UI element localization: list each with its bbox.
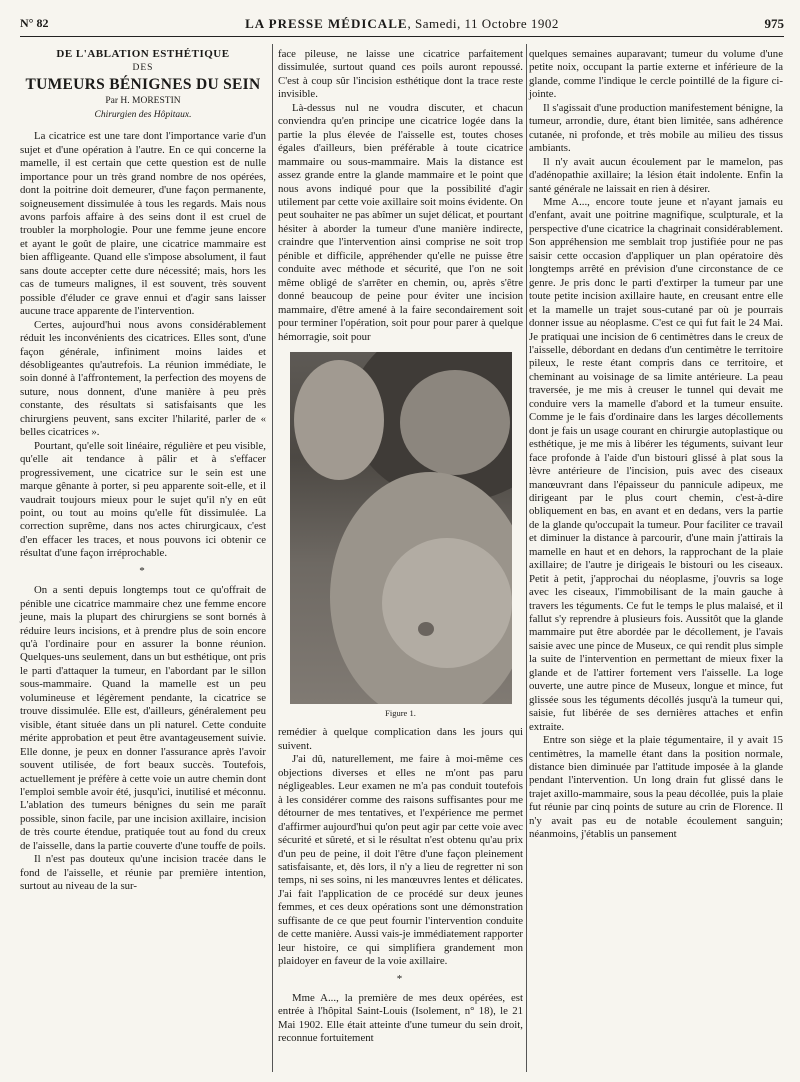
paragraph: Mme A..., la première de mes deux opérées, est entrée à l'hôpital Saint-Louis (Isolement, n° 18), le 21 Mai 1902. Elle était atteinte d'une tumeur du sein droit, reconnue fortuitement [278,992,523,1045]
author-role: Chirurgien des Hôpitaux. [94,109,192,120]
journal-title-line [20,16,784,32]
column-3 [529,48,783,842]
paragraph: Entre son siège et la plaie tégumentaire, il y avait 15 centimètres, la mamelle étant dans la position normale, distance bien diminuée par l'attitude imposée à la glande pendant l'intervention. Un long drain fut glissé dans le trajet axillo-mammaire, sous la peau décollée, puis la plaie fut réunie par cinq points de suture au crin de Florence. Il n'y avait pas eu de notable écoulement sanguin; néanmoins, j'établis un pansement [529,734,783,841]
figure-1-photo [290,352,512,704]
paragraph: Mme A..., encore toute jeune et n'ayant jamais eu d'enfant, avait une poitrine magnifique, sculpturale, et la perspective d'une cicatrice la chagrinait considérablement. Son appréhension me semblait trop justifiée pour ne pas saisir cette occasion d'appliquer un plan opératoire dès longtemps arrêté en prévision d'une circonstance de ce genre. Je pris donc le parti d'extirper la tumeur par une toute petite incision axillaire haute, en creusant entre elle et la mamelle un trajet sous-cutané par où je pourrais donner issue au néoplasme. C'est ce qui fut fait le 24 Mai. Je pratiquai une incision de 6 centimètres dans le creux de l'aisselle, débordant en dedans d'un centimètre le territoire pileux, le reste étant compris dans ce territoire, et cheminant au voisinage de sa limite antérieure. La peau traversée, je me mis à creuser le tunnel qui devait me conduire vers la mamelle d'abord et la tumeur ensuite. Comme je le fais d'ordinaire dans les larges décollements dont je fais un usage courant en chirurgie autoplastique ou esthétique, je me mis à libérer les téguments, suivant leur face profonde à l'aide d'un bistouri glissé à plat sous la lèvre antérieure de l'incision, puis avec des ciseaux manœuvrant dans l'épaisseur du pannicule adipeux, me dirigeant par le plus court chemin, c'est-à-dire obliquement en bas, en avant et en dedans, vers la partie de la glande qu'occupait la tumeur. Pour faciliter ce travail et diminuer la distance à parcourir, d'une main j'attirais la mamelle en haut et en dehors, la rapprochant de la plaie axillaire; de l'autre je dirigeais le bistouri ou les ciseaux. Petit à petit, j'approchai du néoplasme, j'ouvris sa loge avec les ciseaux, l'immobilisant de la main gauche à travers les téguments. Ce fut le temps le plus malaisé, et il fallut s'y reprendre à plusieurs fois. Aussitôt que la glande mammaire put être abordée par le décollement, je l'avais saisie avec une pince de Museux, ce qui rendit plus simple la suite de l'intervention en permettant de mieux fixer la glande et de l'attirer fortement vers l'aisselle. La loge ouverte, une autre pince de Museux, longue et mince, fut glissée sous les téguments décollés jusqu'à la tumeur qui, saisie, fut libérée de ses dernières attaches et enfin extraite. [529,195,783,733]
page-number: 975 [764,16,784,31]
paragraph: quelques semaines auparavant; tumeur du volume d'une petite noix, occupant la partie externe et inférieure de la glande, comme l'indique le cercle pointillé de la figure ci-jointe. [529,48,783,101]
figure-caption: Figure 1. [385,707,416,718]
paragraph: Certes, aujourd'hui nous avons considérablement réduit les inconvénients des cicatrices. Elles sont, d'une façon générale, infiniment moins laides et désobligeantes qu'autrefois. La réunion immédiate, le soin donné à l'affrontement, la perfection des moyens de suture, nous donnent, d'une manière à peu près constante, des résultats si satisfaisants que les chirurgiens peuvent, sans exciter l'hilarité, parler de « belles cicatrices ». [20,318,266,439]
paragraph: On a senti depuis longtemps tout ce qu'offrait de pénible une cicatrice mammaire chez une femme encore jeune, mais la plupart des chirurgiens se sont bornés à réduire leurs incisions, et à prendre plus de soin encore qu'à l'ordinaire pour en assurer la bonne réunion. Quelques-uns seulement, dans un but esthétique, ont pris le parti d'attaquer la tumeur, en l'abordant par le sillon sous-mammaire. Quand la mamelle est un peu volumineuse et légèrement pendante, la cicatrice se trouve dissimulée. Elle est, d'ailleurs, généralement peu visible, étant située dans un pli naturel. Cette conduite mérite approbation et peut être avantageusement suivie. Elle donne, je peux en donner l'assurance après l'avoir souvent utilisée, de fort beaux succès. Toutefois, actuellement je préfère à cette voie un autre chemin dont l'emploi semble avoir été, jusqu'ici, inutilisé et méconnu. L'ablation des tumeurs bénignes du sein me paraît possible, sinon facile, par une incision axillaire, incision de très courte étendue, pratiquée tout au fond du creux de l'aisselle, dans la partie couverte d'une touffe de poils. [20,584,266,852]
paragraph: Pourtant, qu'elle soit linéaire, régulière et peu visible, qu'elle ait tendance à pâlir et à s'effacer progressivement, une cicatrice sur le sein est une marque gênante à porter, si peu apparente soit-elle, et il vaudrait toujours mieux pour le sujet qu'il n'y en eût point, ou tout au moins qu'elle fût dissimulée. La correction suprême, dans nos actes chirurgicaux, c'est d'en effacer les traces, et nous pouvons ici obtenir ce résultat d'une façon irréprochable. [20,439,266,560]
photo-face [400,370,510,475]
column-rule-2 [526,44,527,1072]
title-pre: DE L'ABLATION ESTHÉTIQUE [56,48,230,60]
photo-breast [382,538,512,668]
paragraph: J'ai dû, naturellement, me faire à moi-même ces objections diverses et elles ne m'ont pas paru négligeables. Leur examen ne m'a pas conduit toutefois à les considérer comme des raisons suffisantes pour me détourner de mes tentatives, et l'expérience me permet d'affirmer aujourd'hui qu'on peut agir par cette voie avec sécurité et sûreté, et si le résultat n'est obtenu qu'au prix d'un peu de peine, il doit l'être d'une façon pleinement satisfaisante, et, dès lors, il n'y a lieu de regretter ni son temps, ni ses soins, ni les manœuvres lentes et délicates. J'ai fait l'application de ce procédé sur deux jeunes femmes, et ces deux opérations sont une démonstration suffisante de ce que peut fournir l'intervention conduite de cette manière. Aussi vais-je immédiatement rapporter leur histoire, ce qui simplifiera grandement mon plaidoyer en faveur de la voie axillaire. [278,753,523,968]
paragraph: Il n'est pas douteux qu'une incision tracée dans le fond de l'aisselle, et réunie par première intention, surtout au niveau de la sur- [20,853,266,893]
section-separator: * [396,972,405,985]
article-title: TUMEURS BÉNIGNES DU SEIN [25,75,261,93]
photo-nipple [418,622,434,636]
paragraph: Il s'agissait d'une production manifestement bénigne, la tumeur, arrondie, dure, étant bien limitée, sans adhérence cutanée, ni profonde, et très mobile au milieu des tissus ambiants. [529,101,783,155]
title-des: DES [132,63,154,74]
column-2 [278,48,523,1046]
paragraph: face pileuse, ne laisse une cicatrice parfaitement dissimulée, surtout quand ces poils auront repoussé. C'est à coup sûr l'incision esthétique dont la trace reste invisible. [278,48,523,101]
column-rule-1 [272,44,273,1072]
paragraph: remédier à quelque complication dans les jours qui suivent. [278,726,523,752]
article-title-block [20,48,266,122]
paragraph: Il n'y avait aucun écoulement par le mamelon, pas d'adénopathie axillaire; la lésion était indolente. Enfin la santé générale ne laissait en rien à désirer. [529,155,783,195]
issue-number: N° 82 [20,16,49,30]
paragraph: Là-dessus nul ne voudra discuter, et chacun conviendra qu'en principe une cicatrice logée dans la partie la plus élevée de l'aisselle est, toutes choses égales d'ailleurs, bien préférable à toute cicatrice mammaire ou sous-mammaire. Mais la distance est assez grande entre la glande mammaire et le point que nous avons indiqué pour que la possibilité d'agir utilement par cette voie axillaire soit moins évidente. On peut souhaiter ne pas abîmer un sujet délicat, et pourtant hésiter à aborder la tumeur d'une manière indirecte, craindre que l'intervention ainsi comprise ne soit trop pénible et difficile, appréhender qu'elle ne puisse être conduite avec méthode et sécurité, que l'on ne soit même obligé de s'arrêter en chemin, ou, après s'être donné beaucoup de peine pour éviter une incision mammaire, d'être amené à la faire secondairement soit pour terminer l'opération, soit pour pour parer à quelque hémorragie, soit pour [278,101,523,343]
journal-name: LA PRESSE MÉDICALE [245,16,408,31]
column-1 [20,48,266,894]
issue-date: , Samedi, 11 Octobre 1902 [407,16,559,31]
section-separator: * [139,564,147,577]
author-name: Par H. MORESTIN [105,96,181,107]
photo-arm [294,360,384,480]
running-header [20,12,784,37]
paragraph: La cicatrice est une tare dont l'importance varie d'un sujet et d'une opération à l'autre. En ce qui concerne la mamelle, il est certain que cette question est de nulle importance pour un très grand nombre de nos opérées, dont la poitrine doit demeurer, d'une façon permanente, soigneusement dissimulée à tous les regards. Mais nous avons parfois affaire à des seins dont il est cruel de troubler la morphologie. Pour une femme jeune encore et ayant le goût de plaire, une cicatrice mammaire est bien affligeante. Quand elle s'impose absolument, il faut sans doute accepter cette dure nécessité; mais, hors les cas de tumeurs malignes, il est souvent, très souvent possible d'éluder ce grave ennui et d'agir sans laisser aucune trace apparente de l'intervention. [20,130,266,318]
